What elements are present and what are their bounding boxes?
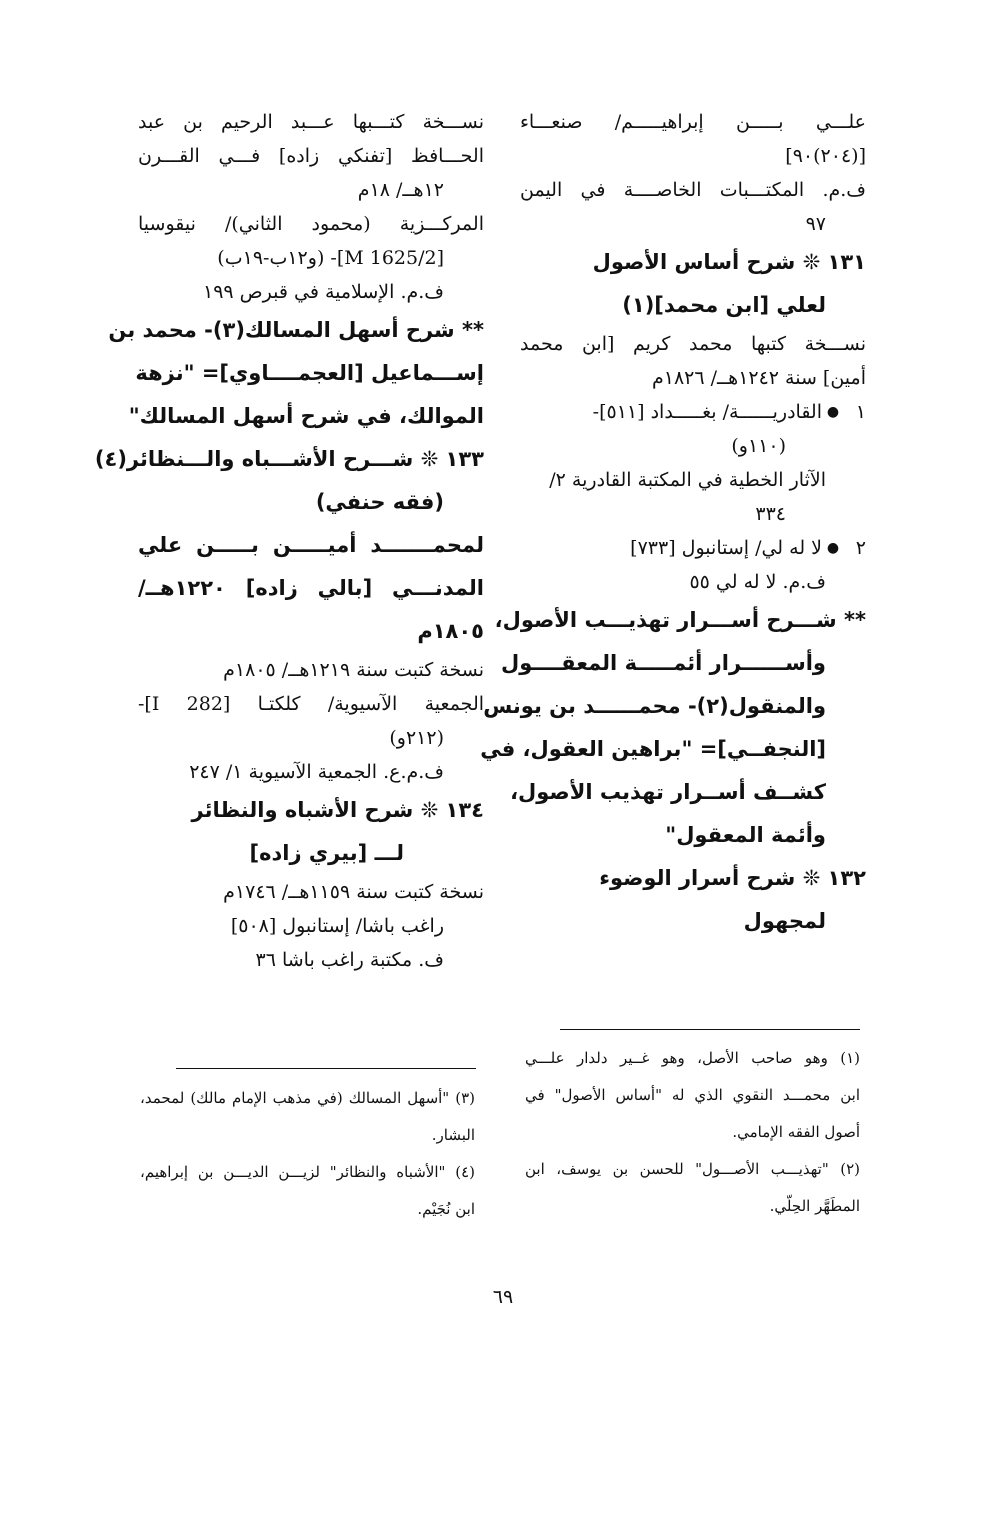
entry-133-subtitle: (فقه حنفي) xyxy=(315,490,444,514)
bullet-number: ١ xyxy=(855,401,866,423)
asrar-heading: كشــف أســرار تهذيب الأصول، xyxy=(510,780,826,804)
text-line: (٢١٢و) xyxy=(389,727,444,749)
footnotes-right xyxy=(525,1040,860,1225)
page-number: ٦٩ xyxy=(492,1286,514,1308)
entry-133-author: لمحمـــــــد أميـــــن بـــــن علي xyxy=(138,533,484,557)
bullet-item xyxy=(520,395,866,429)
left-column xyxy=(94,105,485,977)
text-line: الحـــافظ [تفنكي زاده] فـــي القـــرن xyxy=(138,145,484,167)
footnote-line: المطَهَّر الحِلّي. xyxy=(769,1197,860,1215)
entry-131-title: ١٣١ ❊ شرح أساس الأصول xyxy=(592,250,866,274)
footnote-divider xyxy=(560,1029,860,1030)
asrar-heading: ** شـــرح أســـرار تهذيـــب الأصول، xyxy=(494,608,866,632)
entry-134-title: ١٣٤ ❊ شرح الأشباه والنظائر xyxy=(191,798,484,822)
asrar-heading: وأئمة المعقول" xyxy=(665,823,826,847)
bullet-item xyxy=(520,531,866,565)
footnote-divider xyxy=(176,1068,476,1069)
masalik-heading: ** شرح أسهل المسالك(٣)- محمد بن xyxy=(108,318,484,342)
text-line: ف.م. لا له لي ٥٥ xyxy=(689,571,826,593)
bullet-number: ٢ xyxy=(855,537,866,559)
text-line: الجمعية الآسيوية/ كلكتـا [I 282]- xyxy=(138,693,485,715)
text-line: ف. مكتبة راغب باشا ٣٦ xyxy=(255,949,444,971)
asrar-heading: [النجفــي]= "براهين العقول، في xyxy=(480,737,826,761)
footnote-line: ابن نُجَيْم. xyxy=(417,1200,475,1218)
text-line: [M 1625/2]- (و١٢ب-١٩ب) xyxy=(217,247,444,269)
footnote-line: أصول الفقه الإمامي. xyxy=(732,1123,860,1141)
asrar-heading: وأســــــرار أئمـــــة المعقــــول xyxy=(501,651,826,675)
entry-132-author: لمجهول xyxy=(743,909,826,933)
footnote-line: البشار. xyxy=(431,1126,475,1144)
text-line: (١١٠و) xyxy=(731,435,786,457)
text-line: ١٢هــ/ ١٨م xyxy=(357,179,444,201)
footnote-line: ابن محمـــد النقوي الذي له "أساس الأصول" في xyxy=(525,1086,860,1104)
text-line: أمين] سنة ١٢٤٢هــ/ ١٨٢٦م xyxy=(652,367,866,389)
bullet-icon: ● xyxy=(826,404,840,420)
entry-133-author: ١٨٠٥م xyxy=(417,619,484,643)
text-line: الآثار الخطية في المكتبة القادرية ٢/ xyxy=(549,469,826,491)
footnote-line: (٣) "أسهل المسالك (في مذهب الإمام مالك) لمحمد، xyxy=(140,1089,475,1107)
text-line: ٣٣٤ xyxy=(755,503,786,525)
text-line: نســـخة كتبها محمد كريم [ابن محمد xyxy=(520,333,866,355)
bullet-icon: ● xyxy=(826,540,840,556)
text-line: ف.م. المكتـــبات الخاصــــة في اليمن xyxy=(520,179,866,201)
bullet-text: القادريــــــة/ بغـــــداد [٥١١]- xyxy=(592,401,822,423)
text-line: نسخة كتبت سنة ١١٥٩هــ/ ١٧٤٦م xyxy=(223,881,484,903)
bullet-text: لا له لي/ إستانبول [٧٣٣] xyxy=(630,537,822,559)
text-line: ٩٧ xyxy=(805,213,826,235)
masalik-heading: الموالك، في شرح أسهل المسالك" xyxy=(128,404,484,428)
entry-134-author: لـــ [بيري زاده] xyxy=(249,841,404,865)
footnote-line: (٢) "تهذيـــب الأصـــول" للحسن بن يوسف، ابن xyxy=(525,1160,860,1178)
text-line: ف.م.ع. الجمعية الآسيوية ١/ ٢٤٧ xyxy=(189,761,444,783)
entry-133-title: ١٣٣ ❊ شـــرح الأشـــباه والـــنظائر(٤) xyxy=(94,447,484,471)
entry-131-author: لعلي [ابن محمد](١) xyxy=(622,293,826,317)
right-column xyxy=(480,105,866,943)
entry-133-author: المدنـــي [بالي زاده] ١٢٢٠هــ/ xyxy=(138,576,484,600)
text-line: نســـخة كتـــبها عـــبد الرحيم بن عبد xyxy=(138,111,484,133)
entry-132-title: ١٣٢ ❊ شرح أسرار الوضوء xyxy=(599,866,866,890)
text-line: علـــي بـــــن إبراهيـــــم/ صنعـــاء xyxy=(520,111,866,133)
masalik-heading: إســـماعيل [العجمــــاوي]= "نزهة xyxy=(135,361,484,385)
text-line: [(٢٠٤)٩٠] xyxy=(785,145,866,167)
text-line: المركـــزية (محمود الثاني)/ نيقوسيا xyxy=(138,213,484,235)
footnote-line: (٤) "الأشباه والنظائر" لزيـــن الديـــن بن إبراهيم، xyxy=(140,1163,475,1181)
text-line: راغب باشا/ إستانبول [٥٠٨] xyxy=(230,915,444,937)
asrar-heading: والمنقول(٢)- محمــــــد بن يونس xyxy=(483,694,826,718)
text-line: نسخة كتبت سنة ١٢١٩هــ/ ١٨٠٥م xyxy=(223,659,484,681)
text-line: ف.م. الإسلامية في قبرص ١٩٩ xyxy=(203,281,444,303)
footnote-line: (١) وهو صاحب الأصل، وهو غــير دلدار علـــي xyxy=(525,1049,860,1067)
footnotes-left xyxy=(140,1080,475,1228)
